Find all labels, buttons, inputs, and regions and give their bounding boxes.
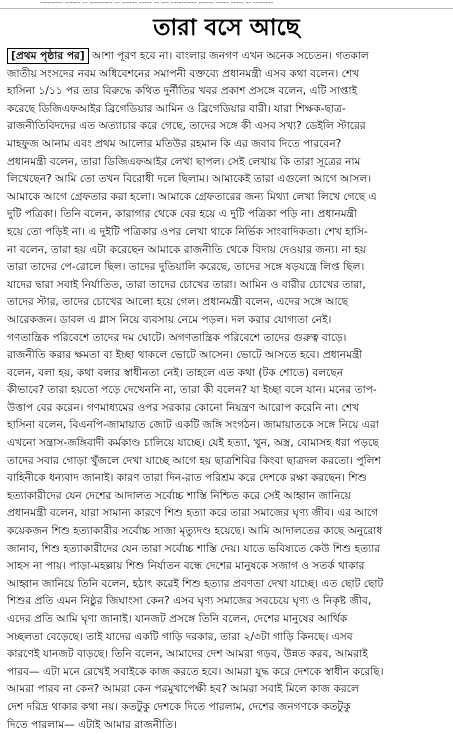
article-body-text: আমরা পারব না কেন? আমরা কেন পরমুখাপেক্ষী হব? আমরা সবাই মিলে কাজ করলে [7, 683, 359, 696]
article-body-line [7, 558, 447, 576]
previous-page-header-strip: --------- ------ -- --------- -- ------ ----- -- --- ---------- ------ ----- ----- -- -------- [40, 0, 274, 7]
article-body-line [7, 417, 447, 435]
article-body-text: কীভাবে? তারা হয়তো পড়ে দেখেননি না, তারা কী বলেন? যা ইচ্ছা বলে যান। মনের তাপ- [7, 384, 377, 397]
article-body-line [7, 488, 447, 506]
article-body-line [7, 206, 447, 224]
article-body-text: তারা তাদের পে-রোলে ছিল। তাদের দুতিয়ালি করেছে, তাদের সঙ্গে ষড়যন্ত্রে লিপ্ত ছিল। [7, 261, 365, 274]
article-body-line [7, 330, 447, 348]
article-body-text: আশা পূরণ হবে না। বাংলার জনগণ এখন অনেক সচেতন। গতকাল [88, 50, 369, 62]
article-body-text: তাদের স্টার, তাদের চোখের আলো হয়ে গেল। প্রধানমন্ত্রী বলেন, এদের সঙ্গে আছে [7, 296, 349, 309]
article-body-line [7, 646, 447, 664]
article-body-line [7, 576, 447, 594]
article-body-text: আরেকজন। ডাবল এ গ্লাস নিয়ে ব্যবসায় নেমে পড়ল। দল করার যোগ্যতা নেই। [7, 313, 332, 326]
article-body-text: শিশুর প্রতি এমন নিষ্ঠুর জিঘাংসা কেন? এসব ঘৃণ্য সমাজের সবচেয়ে ঘৃণ্য ও নিকৃষ্ট জীব, [7, 595, 372, 608]
article-body-line [7, 242, 447, 260]
article-body-text: রাজনীতিবিদদের এত অত্যাচার করে গেছে, তাদের সঙ্গে কী এসব সখ্য? ডেইলি স্টারের [7, 120, 366, 133]
article-body-line [7, 593, 447, 611]
article-body-line [7, 717, 447, 734]
article-body-line [7, 118, 447, 136]
article-body-line [7, 101, 447, 119]
article-body-text: রাজনীতি করার ক্ষমতা বা ইচ্ছা থাকলে ভোটে আসেন। ভোটে আসতে হবে। প্রধানমন্ত্রী [7, 349, 363, 362]
article-body-text: আহ্বান জানিয়ে তিনি বলেন, হঠাৎ করেই শিশু হত্যার প্রবণতা দেখা যাচ্ছে। এত ছোট ছোট [7, 577, 384, 590]
article-body-text: গণতান্ত্রিক পরিবেশে তাদের দম ঘোটে। অগণতান্ত্রিক পরিবেশে তাদের গুরুত্ব বাড়ে। [7, 331, 347, 344]
article-body-text: বলেন, বলা হয়, কথা বলার স্বাধীনতা নেই। তাহলে এত কথা (টক শোতে) বলছেন [7, 366, 344, 379]
article-body-text: আমাকে আগে গ্রেফতার করা হলো। আমাকে গ্রেফতারের জন্য মিথ্যা লেখা লিখে গেছে এ [7, 190, 377, 203]
article-body-line [7, 136, 447, 154]
article-body-text: হাসিনা বলেন, বিএনপি-জামায়াত জোট একটি জঙ্গি সংগঠন। জামায়াতকে সঙ্গে নিয়ে এরা [7, 419, 379, 432]
article-body-line [7, 681, 447, 699]
article-body-text: তাদের সবার গোড়া খুঁজলে দেখা যাচ্ছে আগে হয় ছাত্রশিবির কিংবা ছাত্রদল করতো। পুলিশ [7, 454, 381, 467]
article-body-text: প্রধানমন্ত্রী বলেন, যারা সামান্য কারণে শিশু হত্যা করে তারা সমাজের ঘৃণ্য জীব। এর আগে [7, 507, 379, 520]
article-body-line [7, 523, 447, 541]
article-body-line [7, 400, 447, 418]
article-body-text: যাদের দ্বারা সবাই নির্যাতিত, তারা তাদের চোখের তারা। আমিন ও বারীর চোখের তারা, [7, 278, 366, 291]
article-body-text: হয়ে তো পড়িই না। এ দুইটি পত্রিকার ওপর লেখা থাকে নির্ভিক সাংবাদিকতা। শেখ হাসি- [7, 225, 368, 238]
article-body-line [7, 312, 447, 330]
article-body-line [7, 382, 447, 400]
article-body-text: প্রধানমন্ত্রী বলেন, তারা ডিজিএফআইর লেখা ছাপল। সেই লেখায় কি তারা সূত্রের নাম [7, 155, 361, 168]
article-body-line [7, 224, 447, 242]
article-body-text: করেছে ডিজিএফআইর ব্রিগেডিয়ার আমিন ও ব্রিগেডিয়ার বারী। যারা শিক্ষক-ছাত্র- [7, 102, 346, 115]
article-body-line [7, 259, 447, 277]
article-body-text: জানাব, শিশু হত্যাকারীদের যেন তারা সর্বোচ্চ শাস্তি দেয়। যাতে ভবিষ্যতে কেউ শিশু হত্যার [7, 542, 381, 555]
article-headline: তারা বসে আছে [153, 15, 300, 41]
article-body-text: এখনো সন্ত্রাস-জঙ্গিবাদী কর্মকাণ্ড চালিয়ে যাচ্ছে। যেই হত্যা, খুন, অস্ত্র, বোমাসহ ধরা পড়ছে [7, 437, 379, 450]
article-body-text: সচ্ছলতা বেড়েছে। তাই যাদের একটি গাড়ি দরকার, তারা ২/৩টা গাড়ি কিনছে। এসব [7, 630, 353, 643]
article-body-text: পারব— এটা মনে রেখেই সবাইকে কাজ করতে হবে। আমরা যুদ্ধ করে দেশকে স্বাধীন করেছি। [7, 665, 384, 678]
article-body-text: সাহস না পায়। পাড়া-মহল্লায় শিশু নির্যাতন বন্ধে দেশের মানুষকে সজাগ ও সতর্ক থাকার [7, 560, 365, 573]
article-body-text: হাসিনা ১/১১ পর তার বিরুদ্ধে কথিত দুর্নীতির খবর প্রকাশ প্রসঙ্গে বলেন, এটি সাপ্তাই [7, 85, 358, 98]
article-body-line [7, 629, 447, 647]
article-body-text: দুটি পত্রিকা। তিনি বলেন, কারাগার থেকে বের হয়ে এ দুটি পত্রিকা পড়ি না। প্রধানমন্ত্রী [7, 208, 358, 221]
article-body-line [7, 171, 447, 189]
article-body-line [7, 505, 447, 523]
article-body-text: মাহফুজ আনাম এবং প্রথম আলোর মতিউর রহমান কি এর জবাব দিতে পারবেন? [7, 137, 342, 150]
article-body-line [7, 294, 447, 312]
article-body-text: এদের প্রতি আমি ঘৃণা জানাই। যানজট প্রসঙ্গে তিনি বলেন, দেশের মানুষের আর্থিক [7, 613, 348, 625]
article-body-line [7, 189, 447, 207]
article-body [7, 48, 447, 731]
article-body-text: লিখেছেন? আমি তো তখন বিরোধী দলে ছিলাম। আমাকেই তারা এগুলো আগে আসল। [7, 173, 372, 186]
article-body-line [7, 48, 447, 66]
article-body-text: কয়েকজন শিশু হত্যাকারীর সর্বোচ্চ সাজা মৃত্যুদণ্ড হয়েছে। আমি আদালতের কাছে অনুরোধ [7, 525, 383, 538]
continuation-kicker: [প্রথম পৃষ্ঠার পর] [7, 48, 89, 64]
article-body-text: দিতে পারলাম— এটাই আমার রাজনীতি। [7, 718, 177, 731]
article-body-text: উত্তাপ বের করেন। গণমাধ্যমের ওপর সরকার কোনো নিয়ন্ত্রণ আরোপ করেনি না। শেখ [7, 401, 360, 414]
article-body-line [7, 277, 447, 295]
article-body-line [7, 365, 447, 383]
article-body-text: জাতীয় সংসদের নবম অধিবেশনের সমাপনী বক্তব্যে প্রধানমন্ত্রী এসব কথা বলেন। শেখ [7, 67, 360, 80]
article-body-line [7, 699, 447, 717]
header-divider [0, 8, 453, 9]
article-body-line [7, 66, 447, 84]
article-body-line [7, 347, 447, 365]
article-body-line [7, 453, 447, 471]
article-body-line [7, 83, 447, 101]
article-body-text: হত্যাকারীদের যেন দেশের আদালত সর্বোচ্চ শাস্তি নিশ্চিত করে সেই আহ্বান জানিয়ে [7, 489, 351, 502]
article-body-line [7, 154, 447, 172]
article-body-line [7, 435, 447, 453]
article-body-line [7, 611, 447, 629]
article-body-text: কারণেই যানজট বাড়ছে। তিনি বলেন, আমাদের দেশ আমরা গড়ব, উন্নত করব, আমরাই [7, 648, 368, 661]
article-body-line [7, 541, 447, 559]
article-body-text: বাহিনীকে ধন্যবাদ জানাই। কারণ তারা দিন-রাত পরিশ্রম করে দেশকে রক্ষা করছেন। শিশু [7, 472, 367, 485]
article-body-text: না বলেন, তারা হয় এটা করেছেন আমাকে রাজনীতি থেকে বিদায় দেওয়ার জন্য। না হয় [7, 243, 367, 256]
article-body-line [7, 470, 447, 488]
article-body-line [7, 664, 447, 682]
article-body-text: দেশ দরিদ্র থাকার কথা নয়। কতটুকু দেশকে দিতে পারলাম, দেশের জনগণকে কতটুকু [7, 700, 351, 713]
